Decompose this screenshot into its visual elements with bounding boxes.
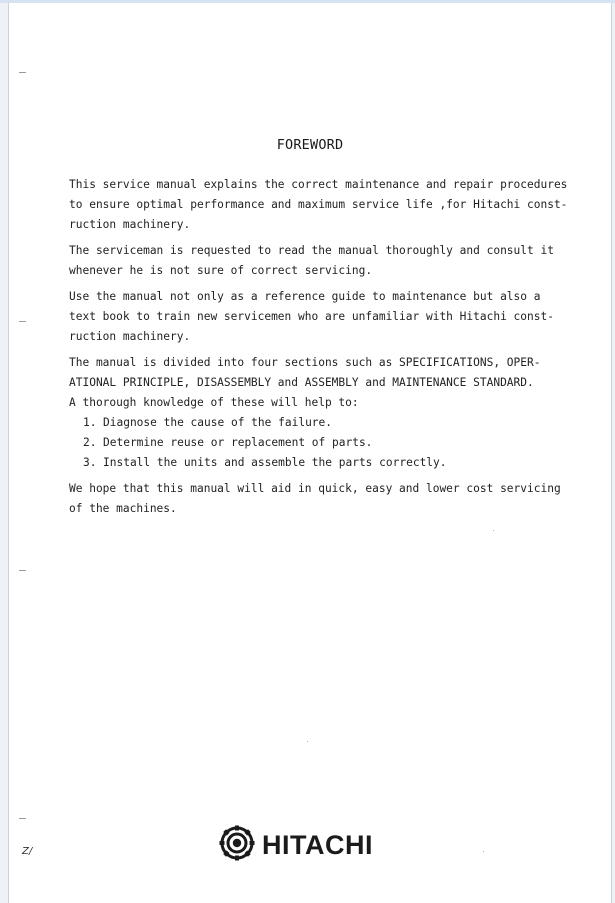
list-text: Determine reuse or replacement of parts. <box>103 436 373 449</box>
foreword-body <box>69 175 568 519</box>
list-text: Diagnose the cause of the failure. <box>103 416 333 429</box>
text-line: ruction machinery. <box>69 330 191 343</box>
scan-speck <box>483 851 484 852</box>
request-paragraph <box>69 241 559 281</box>
text-line: to ensure optimal performance and maximum service life ‚for Hitachi const- <box>69 198 568 211</box>
help-list <box>69 413 559 473</box>
sections-paragraph <box>69 353 559 413</box>
list-item <box>69 413 559 433</box>
list-item <box>69 433 559 453</box>
text-line: This service manual explains the correct maintenance and repair procedures <box>69 178 568 191</box>
hitachi-logo <box>219 825 373 865</box>
text-line: Use the manual not only as a reference guide to maintenance but also a <box>69 290 541 303</box>
text-line: ruction machinery. <box>69 218 191 231</box>
document-page <box>8 3 612 903</box>
text-line: We hope that this manual will aid in quick, easy and lower cost servicing <box>69 482 561 495</box>
text-line: A thorough knowledge of these will help to: <box>69 396 359 409</box>
usage-paragraph <box>69 287 559 347</box>
list-item <box>69 453 559 473</box>
closing-paragraph <box>69 479 559 519</box>
scan-speck <box>307 741 308 742</box>
list-number: 2. <box>83 436 97 449</box>
text-line: ATIONAL PRINCIPLE, DISASSEMBLY and ASSEMBLY and MAINTENANCE STANDARD. <box>69 376 534 389</box>
hitachi-brand-text: HITACHI <box>262 829 373 860</box>
text-line: of the machines. <box>69 502 177 515</box>
gutter-mark <box>19 818 26 819</box>
list-number: 1. <box>83 416 97 429</box>
hitachi-logo-icon <box>219 825 255 865</box>
intro-paragraph <box>69 175 568 235</box>
page-mark: Z/ <box>22 846 33 857</box>
gutter-mark <box>19 321 26 322</box>
text-line: The manual is divided into four sections such as SPECIFICATIONS, OPER- <box>69 356 541 369</box>
gutter-mark <box>19 72 26 73</box>
list-text: Install the units and assemble the parts correctly. <box>103 456 447 469</box>
gutter-mark <box>19 570 26 571</box>
page-title: FOREWORD <box>276 137 344 153</box>
text-line: text book to train new servicemen who are unfamiliar with Hitachi const- <box>69 310 554 323</box>
scan-speck <box>493 530 494 531</box>
text-line: The serviceman is requested to read the manual thoroughly and consult it <box>69 244 554 257</box>
list-number: 3. <box>83 456 97 469</box>
text-line: whenever he is not sure of correct servicing. <box>69 264 373 277</box>
